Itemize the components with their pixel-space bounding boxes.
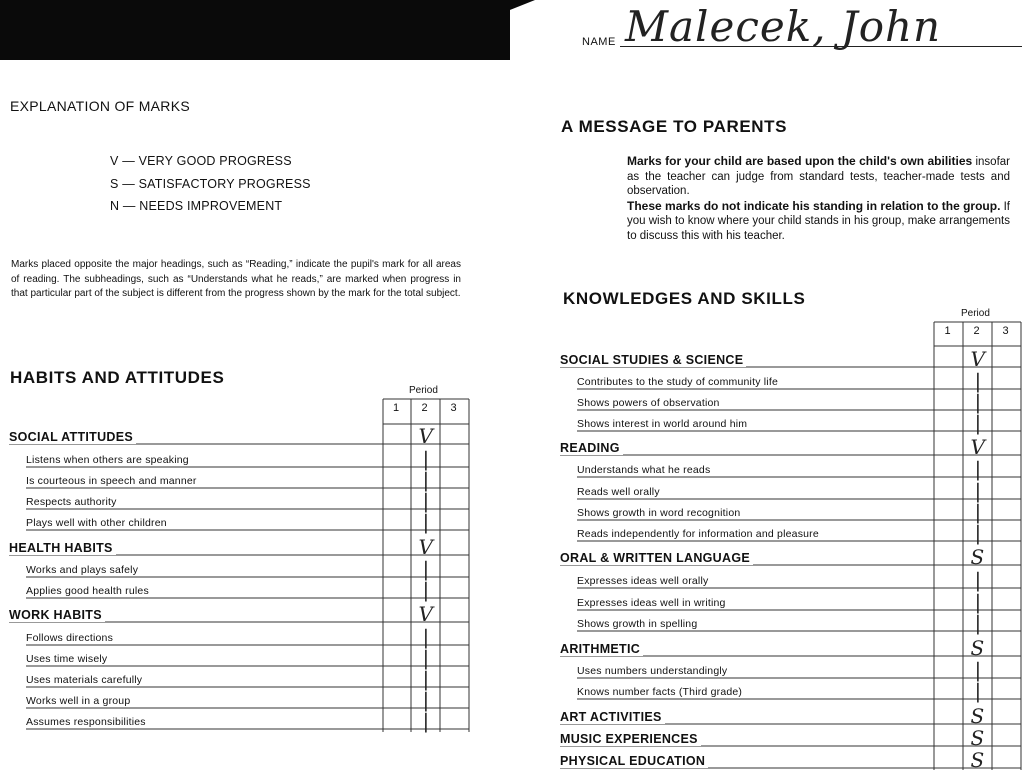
skills-row-label: Shows growth in word recognition [577,507,743,519]
skills-row-label: Contributes to the study of community life [577,376,781,388]
skills-row-label: Understands what he reads [577,464,713,476]
skills-row-label: Shows growth in spelling [577,618,700,630]
skills-period-2-mark: S [970,726,985,750]
skills-row-label: Shows powers of observation [577,397,723,409]
habits-period-2-mark: | [422,667,430,691]
skills-period-2-mark: | [974,521,982,545]
habits-row-label: Works well in a group [26,695,133,707]
habits-period-2-mark: V [418,602,433,626]
habits-row-label: Plays well with other children [26,517,170,529]
skills-period-2-mark: S [970,704,985,728]
habits-period-2-mark: | [422,625,430,649]
skills-period-2-mark: | [974,479,982,503]
skills-period-2-mark: S [970,636,985,660]
habits-row-label: SOCIAL ATTITUDES [9,430,136,444]
skills-period-2-mark: S [970,545,985,569]
habits-row-label: Follows directions [26,632,116,644]
skills-period-2-mark: | [974,390,982,414]
habits-row-label: Applies good health rules [26,585,152,597]
habits-period-2-mark: | [422,510,430,534]
habits-period-2-mark: | [422,646,430,670]
student-name-signature: Malecek, John [625,2,942,51]
skills-row-label: Shows interest in world around him [577,418,750,430]
skills-title: KNOWLEDGES AND SKILLS [563,289,806,308]
skills-row-label: READING [560,441,623,455]
habits-period-2-mark: V [418,424,433,448]
skills-row-label: PHYSICAL EDUCATION [560,754,708,768]
skills-row-label: ORAL & WRITTEN LANGUAGE [560,551,753,565]
habits-period-2: 2 [421,402,428,414]
message-p1-rest: insofar as the teacher can judge from standard tests, teacher-made tests and observation. [627,156,1010,197]
explanation-paragraph: Marks placed opposite the major headings, such as “Reading,” indicate the pupil's mark for all areas of reading. The subheadings, such as “Understands what he reads,” are marked when progress in that particular part of the subject is different from the progress shown by the mark for the total subject. [11,259,461,299]
skills-period-2-mark: S [970,748,985,772]
habits-period-2-mark: | [422,489,430,513]
skills-period-2-mark: | [974,369,982,393]
skills-period-label: Period [961,308,990,319]
name-label: NAME [582,36,616,48]
skills-period-2-mark: V [970,435,985,459]
habits-period-2-mark: | [422,557,430,581]
skills-row-label: Reads well orally [577,486,663,498]
message-p1-bold: Marks for your child are based upon the child's own abilities [627,154,973,168]
explanation-title: EXPLANATION OF MARKS [10,98,190,114]
habits-row-label: WORK HABITS [9,608,105,622]
habits-period-2-mark: | [422,688,430,712]
habits-period-2-mark: | [422,578,430,602]
skills-period-2-mark: | [974,457,982,481]
skills-period-2-mark: | [974,411,982,435]
habits-title: HABITS AND ATTITUDES [10,368,225,387]
message-p2-bold: These marks do not indicate his standing in relation to the group. [627,198,1001,213]
habits-period-3: 3 [450,402,457,414]
habits-row-label: Uses time wisely [26,653,110,665]
skills-period-1: 1 [944,325,951,337]
mark-n-legend: N — NEEDS IMPROVEMENT [110,199,283,213]
skills-row-label: Knows number facts (Third grade) [577,686,745,698]
skills-period-2-mark: | [974,611,982,635]
skills-period-2-mark: | [974,658,982,682]
skills-row-label: ART ACTIVITIES [560,710,665,724]
habits-row-label: Works and plays safely [26,564,141,576]
skills-row-label: Expresses ideas well orally [577,575,711,587]
skills-row-label: Uses numbers understandingly [577,665,730,677]
skills-row-label: SOCIAL STUDIES & SCIENCE [560,353,746,367]
habits-period-2-mark: V [418,535,433,559]
habits-period-2-mark: | [422,709,430,733]
message-p2-rest: If you wish to know where your child stands in his group, make arrangements to discuss this with his teacher. [627,200,1010,242]
habits-row-label: Listens when others are speaking [26,454,192,466]
habits-row-label: Is courteous in speech and manner [26,475,200,487]
habits-row-label: HEALTH HABITS [9,541,116,555]
skills-period-2-mark: | [974,679,982,703]
habits-period-2-mark: | [422,468,430,492]
habits-period-label: Period [409,385,438,396]
skills-period-2-mark: | [974,568,982,592]
habits-row-label: Respects authority [26,496,120,508]
message-title: A MESSAGE TO PARENTS [561,117,788,136]
skills-period-2-mark: | [974,590,982,614]
skills-period-3: 3 [1002,325,1009,337]
mark-v-legend: V — VERY GOOD PROGRESS [110,154,292,168]
skills-period-2: 2 [973,325,980,337]
habits-period-1: 1 [393,402,400,414]
skills-row-label: Expresses ideas well in writing [577,597,729,609]
habits-row-label: Assumes responsibilities [26,716,149,728]
skills-row-label: MUSIC EXPERIENCES [560,732,701,746]
skills-period-2-mark: V [970,347,985,371]
habits-period-2-mark: | [422,447,430,471]
skills-row-label: Reads independently for information and pleasure [577,528,822,540]
mark-s-legend: S — SATISFACTORY PROGRESS [110,176,311,191]
skills-row-label: ARITHMETIC [560,642,643,656]
habits-row-label: Uses materials carefully [26,674,145,686]
skills-period-2-mark: | [974,500,982,524]
